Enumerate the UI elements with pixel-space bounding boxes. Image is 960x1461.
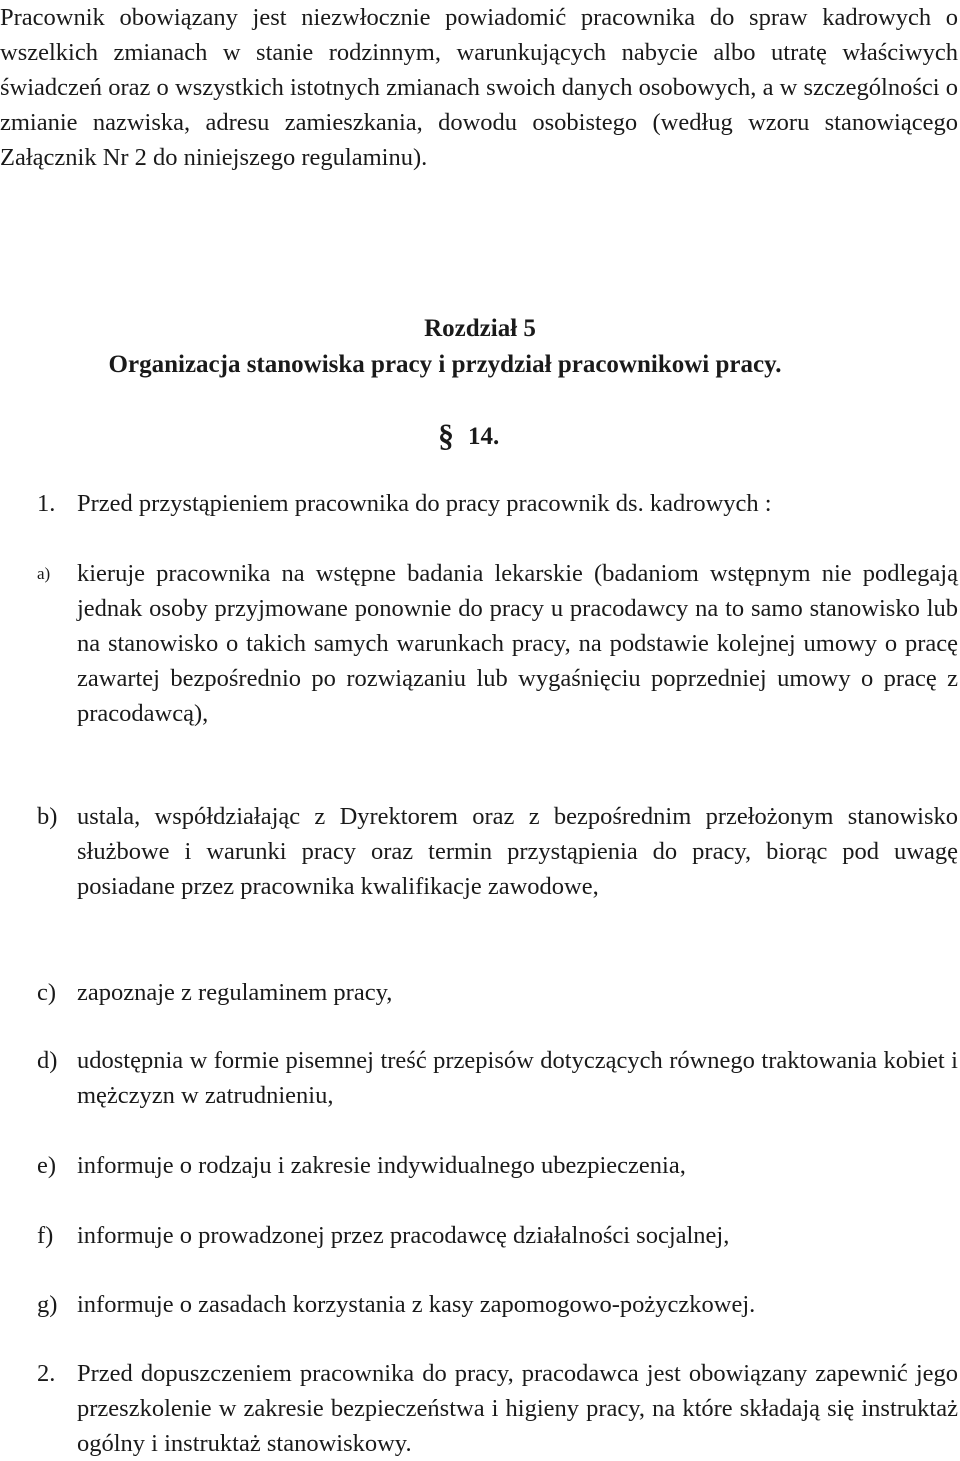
list-item-text: ustala, współdziałając z Dyrektorem oraz z bezpośrednim przełożonym stanowisko służbowe i warunki pracy oraz termin przystąpienia do pracy, biorąc pod uwagę posiadane przez pracownika kwalifikacje zawodowe, xyxy=(77,803,958,900)
list-item-b xyxy=(0,799,958,904)
chapter-subtitle: Organizacja stanowiska pracy i przydział pracownikowi pracy. xyxy=(108,351,782,378)
list-item-label: c) xyxy=(37,979,57,1006)
intro-paragraph: Pracownik obowiązany jest niezwłocznie powiadomić pracownika do spraw kadrowych o wszelkich zmianach w stanie rodzinnym, warunkujących nabycie albo utratę właściwych świadczeń oraz o wszystkich istotnych zmianach swoich danych osobowych, a w szczególności o zmianie nazwiska, adresu zamieszkania, dowodu osobistego (według wzoru stanowiącego Załącznik Nr 2 do niniejszego regulaminu). xyxy=(0,4,958,171)
list-item-text: Przed dopuszczeniem pracownika do pracy, pracodawca jest obowiązany zapewnić jego przeszkolenie w zakresie bezpieczeństwa i higieny pracy, na które składają się instruktaż ogólny i instruktaż stanowiskowy. xyxy=(77,1360,958,1457)
section-number-label: 14. xyxy=(468,423,500,450)
list-item-e xyxy=(0,1148,958,1183)
list-item-text: Przed przystąpieniem pracownika do pracy pracownik ds. kadrowych : xyxy=(77,490,772,517)
list-item-label: a) xyxy=(37,564,51,583)
list-item-2 xyxy=(0,1356,958,1461)
section-number xyxy=(438,417,499,455)
list-item-g xyxy=(0,1287,958,1322)
list-item-f xyxy=(0,1218,958,1253)
list-item-text: informuje o prowadzonej przez pracodawcę działalności socjalnej, xyxy=(77,1222,730,1249)
list-item-a xyxy=(0,556,958,731)
list-item-c xyxy=(0,975,958,1010)
chapter-heading xyxy=(0,311,960,383)
list-item-text: informuje o rodzaju i zakresie indywidualnego ubezpieczenia, xyxy=(77,1152,686,1179)
list-item-label: 1. xyxy=(37,490,56,517)
section-symbol: § xyxy=(438,417,454,453)
list-item-label: e) xyxy=(37,1152,57,1179)
list-item-d xyxy=(0,1043,958,1113)
list-item-text: kieruje pracownika na wstępne badania lekarskie (badaniom wstępnym nie podlegają jednak osoby przyjmowane ponownie do pracy u pracodawcy na to samo stanowisko lub na stanowisko o takich samych warunkach pracy, na podstawie kolejnej umowy o pracę zawartej bezpośrednio po rozwiązaniu lub wygaśnięciu poprzedniej umowy o pracę z pracodawcą), xyxy=(77,560,958,727)
list-item-label: f) xyxy=(37,1222,54,1249)
list-item-label: b) xyxy=(37,803,58,830)
list-item-text: zapoznaje z regulaminem pracy, xyxy=(77,979,393,1006)
list-item-text: informuje o zasadach korzystania z kasy zapomogowo-pożyczkowej. xyxy=(77,1291,756,1318)
chapter-title: Rozdział 5 xyxy=(424,315,536,342)
list-item-text: udostępnia w formie pisemnej treść przepisów dotyczących równego traktowania kobiet i mężczyzn w zatrudnieniu, xyxy=(77,1047,958,1109)
list-item-label: d) xyxy=(37,1047,58,1074)
list-item-label: 2. xyxy=(37,1360,56,1387)
list-item-1 xyxy=(0,486,958,521)
list-item-label: g) xyxy=(37,1291,58,1318)
